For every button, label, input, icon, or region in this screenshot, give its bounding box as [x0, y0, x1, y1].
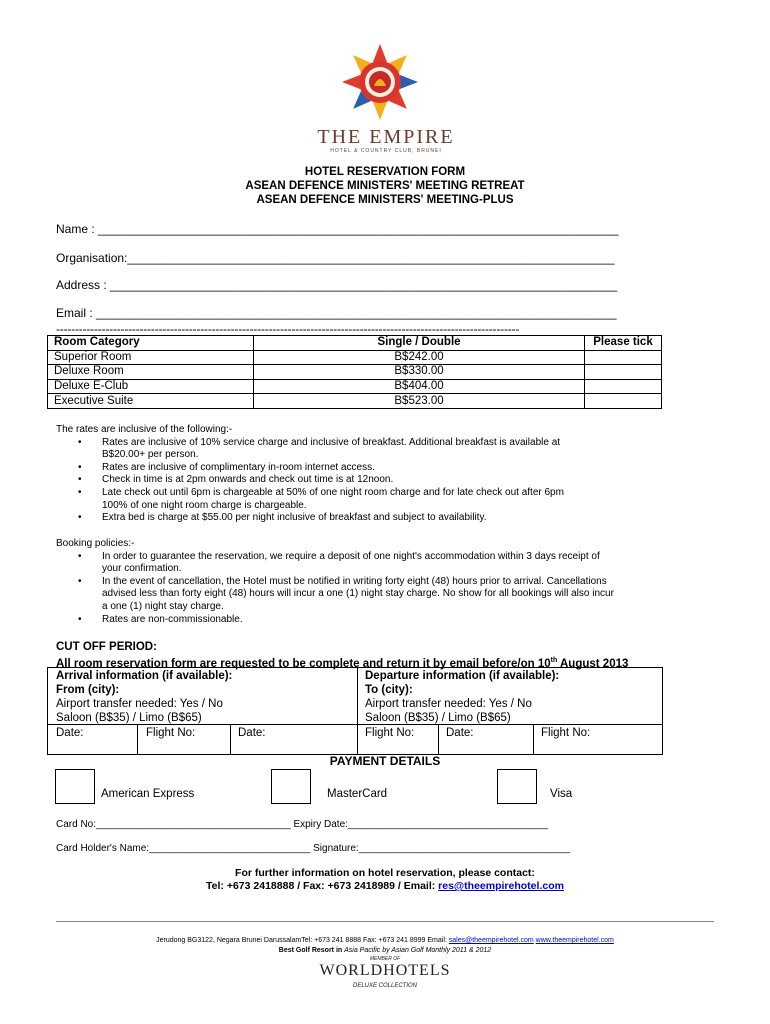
booking-intro: Booking policies:-	[56, 538, 135, 549]
deluxe-collection-label: DELUXE COLLECTION	[352, 983, 418, 989]
expiry-field[interactable]: Expiry Date:____________________________________	[293, 819, 549, 830]
arrival-vehicle[interactable]: Saloon (B$35) / Limo (B$65)	[56, 712, 202, 724]
mastercard-label: MasterCard	[327, 788, 388, 800]
arrival-title: Arrival information (if available):	[56, 670, 233, 682]
departure-flight-no-2[interactable]: Flight No:	[541, 727, 591, 739]
room-rate: B$242.00	[254, 350, 585, 365]
card-number-field[interactable]: Card No:___________________________________	[56, 819, 291, 830]
tick-cell[interactable]	[585, 394, 662, 409]
tick-cell[interactable]	[585, 365, 662, 380]
reservation-email-link[interactable]: res@theempirehotel.com	[438, 880, 564, 892]
departure-city[interactable]: To (city):	[365, 684, 413, 696]
asean-logo	[340, 42, 420, 122]
room-rate: B$330.00	[254, 365, 585, 380]
list-item: • In order to guarantee the reservation, we require a deposit of one night's accommodation within 3 days receipt of your confirmation.	[56, 551, 616, 576]
table-header-row	[48, 336, 662, 351]
member-of-label: MEMBER OF	[369, 956, 401, 962]
card-holder-field[interactable]: Card Holder's Name:_____________________________	[56, 843, 311, 854]
organisation-field[interactable]: Organisation:_________________________________________________________________________	[56, 251, 615, 265]
room-rate: B$523.00	[254, 394, 585, 409]
table-row	[48, 379, 662, 394]
departure-transfer[interactable]: Airport transfer needed: Yes / No	[365, 698, 532, 710]
name-field[interactable]: Name : ______________________________________________________________________________	[56, 222, 619, 236]
room-category: Deluxe E-Club	[48, 379, 254, 394]
arrival-transfer[interactable]: Airport transfer needed: Yes / No	[56, 698, 223, 710]
header-please-tick: Please tick	[585, 336, 662, 351]
flight-info-box	[47, 667, 663, 755]
footer-award: Best Golf Resort in Asia Pacific by Asian Golf Monthly 2011 & 2012	[278, 947, 492, 954]
cutoff-text: All room reservation form are requested to be complete and return it by email before/on 10th August 2013	[56, 657, 629, 670]
mastercard-checkbox[interactable]	[271, 769, 311, 804]
header-room-category: Room Category	[48, 336, 254, 351]
footer-address: Jerudong BG3122, Negara Brunei DarussalamTel: +673 241 8888 Fax: +673 241 8999 Email: sales@theempirehotel.com www.theempirehotel.com	[156, 937, 614, 944]
tick-cell[interactable]	[585, 350, 662, 365]
departure-vehicle[interactable]: Saloon (B$35) / Limo (B$65)	[365, 712, 511, 724]
room-category: Executive Suite	[48, 394, 254, 409]
sales-email-link[interactable]: sales@theempirehotel.com	[448, 937, 534, 944]
header-rate: Single / Double	[254, 336, 585, 351]
signature-field[interactable]: Signature:______________________________________	[313, 843, 571, 854]
table-row	[48, 350, 662, 365]
contact-intro: For further information on hotel reservation, please contact:	[235, 867, 535, 879]
arrival-date-2[interactable]: Date:	[238, 727, 266, 739]
amex-label: American Express	[101, 788, 195, 800]
list-item: • In the event of cancellation, the Hotel must be notified in writing forty eight (48) hours prior to arrival. Cancellations advised less than forty eight (48) hours will incur a one (1) night stay charge. No show for all bookings will also incur a one (1) night stay charge.	[56, 576, 616, 614]
arrival-city[interactable]: From (city):	[56, 684, 120, 696]
departure-title: Departure information (if available):	[365, 670, 560, 682]
room-category: Superior Room	[48, 350, 254, 365]
room-rate-table	[47, 335, 662, 409]
list-item: • Rates are inclusive of 10% service charge and inclusive of breakfast. Additional breakfast is available at B$20.00+ per person.	[56, 437, 586, 462]
hotel-brand-subtitle: HOTEL & COUNTRY CLUB, BRUNEI	[330, 148, 442, 154]
room-category: Deluxe Room	[48, 365, 254, 380]
visa-label: Visa	[550, 788, 573, 800]
table-row	[48, 394, 662, 409]
website-link[interactable]: www.theempirehotel.com	[535, 937, 614, 944]
table-row	[48, 365, 662, 380]
list-item: • Rates are non-commissionable.	[56, 614, 616, 627]
card-number-row	[56, 819, 676, 830]
address-field[interactable]: Address : ____________________________________________________________________________	[56, 278, 618, 292]
departure-date[interactable]: Date:	[446, 727, 474, 739]
room-rate: B$404.00	[254, 379, 585, 394]
separator-line: --------------------------------------------------------------------------------------------------------------------------	[56, 322, 520, 336]
email-field[interactable]: Email : ______________________________________________________________________________	[56, 306, 617, 320]
form-title: HOTEL RESERVATION FORM	[304, 166, 466, 178]
visa-checkbox[interactable]	[497, 769, 537, 804]
contact-details: Tel: +673 2418888 / Fax: +673 2418989 / Email: res@theempirehotel.com	[206, 880, 564, 892]
departure-flight-no[interactable]: Flight No:	[365, 727, 415, 739]
rates-intro: The rates are inclusive of the following:-	[56, 424, 233, 435]
rates-section	[56, 424, 586, 525]
hotel-brand: THE EMPIRE	[317, 126, 455, 148]
payment-title: PAYMENT DETAILS	[329, 754, 441, 768]
rates-list	[56, 437, 586, 525]
list-item: • Late check out until 6pm is chargeable at 50% of one night room charge and for late check out after 6pm 100% of one night room charge is chargeable.	[56, 487, 586, 512]
amex-checkbox[interactable]	[55, 769, 95, 804]
arrival-date[interactable]: Date:	[56, 727, 84, 739]
cutoff-title: CUT OFF PERIOD:	[56, 641, 157, 653]
worldhotels-logo: WORLDHOTELS	[319, 962, 451, 979]
list-item: • Extra bed is charge at $55.00 per night inclusive of breakfast and subject to availability.	[56, 512, 586, 525]
arrival-flight-no[interactable]: Flight No:	[146, 727, 196, 739]
list-item: • Rates are inclusive of complimentary in-room internet access.	[56, 462, 586, 475]
booking-section	[56, 538, 616, 626]
card-holder-row	[56, 843, 676, 854]
form-subtitle-plus: ASEAN DEFENCE MINISTERS' MEETING-PLUS	[256, 194, 514, 206]
footer-divider	[56, 921, 714, 922]
tick-cell[interactable]	[585, 379, 662, 394]
form-subtitle-retreat: ASEAN DEFENCE MINISTERS' MEETING RETREAT	[245, 180, 525, 192]
list-item: • Check in time is at 2pm onwards and check out time is at 12noon.	[56, 474, 586, 487]
booking-list	[56, 551, 616, 627]
